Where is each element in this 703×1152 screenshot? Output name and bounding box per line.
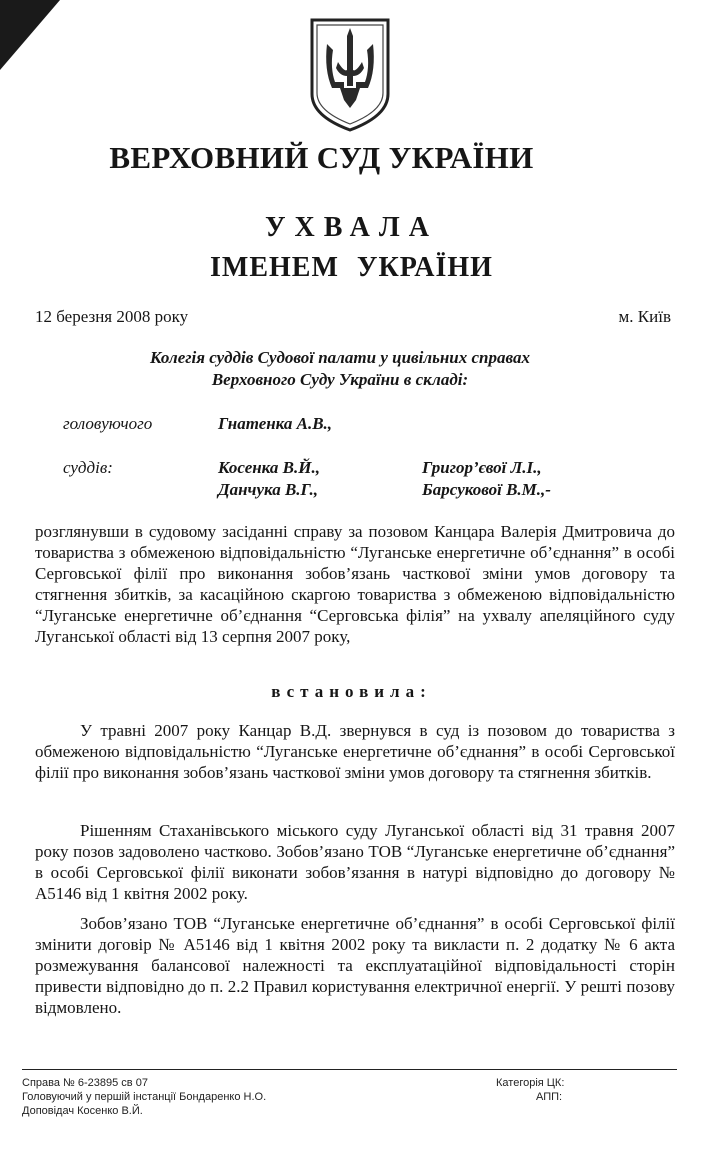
body-paragraph: Рішенням Стаханівського міського суду Луганської області від 31 травня 2007 року позов задоволено частково. Зобов’язано ТОВ “Луганське енергетичне об’єднання” в особі Серговської філії виконати зобов’язання в натурі відповідно до договору № А5146 від 1 квітня 2002 року.: [35, 821, 675, 903]
footer-reporter: Доповідач Косенко В.Й.: [22, 1105, 143, 1117]
tryzub-emblem-icon: [300, 14, 400, 134]
document-date: 12 березня 2008 року: [35, 307, 189, 326]
judge-name: Григор’євої Л.І.,: [422, 458, 542, 477]
section-heading: встановила:: [271, 682, 432, 701]
judge-name: Барсукової В.М.,-: [422, 480, 551, 499]
document-city: м. Київ: [618, 307, 671, 326]
judge-name: Косенка В.Й.,: [218, 458, 320, 477]
intro-paragraph: розглянувши в судовому засіданні справу за позовом Канцара Валерія Дмитровича до товариства з обмеженою відповідальністю “Луганське енергетичне об’єднання” в особі Серговської філії про виконання зобов’язань часткової зміни умов договору та стягнення збитків, за касаційною скаргою товариства з обмеженою відповідальністю “Луганське енергетичне об’єднання “Серговська філія” на ухвалу апеляційного суду Луганської області від 13 серпня 2007 року,: [35, 522, 675, 646]
judges-label: суддів:: [63, 458, 113, 477]
document-type: УХВАЛА: [265, 212, 438, 243]
footer-divider: [22, 1069, 677, 1070]
footer-app: АПП:: [536, 1091, 563, 1103]
document-subtitle: ІМЕНЕМ УКРАЇНИ: [210, 252, 493, 283]
footer-case-number: Справа № 6-23895 св 07: [22, 1077, 148, 1089]
collegium-line-1: Колегія суддів Судової палати у цивільних справах: [150, 348, 530, 367]
judge-name: Данчука В.Г.,: [218, 480, 319, 499]
scan-corner-shadow: [0, 0, 60, 70]
presiding-judge-name: Гнатенка А.В.,: [218, 414, 333, 433]
collegium-line-2: Верховного Суду України в складі:: [211, 370, 469, 389]
body-paragraph: У травні 2007 року Канцар В.Д. звернувся в суд із позовом до товариства з обмеженою відповідальністю “Луганське енергетичне об’єднання” в особі Серговської філії про виконання зобов’язань часткової зміни умов договору та стягнення збитків.: [35, 721, 675, 782]
collegium-composition: [140, 347, 540, 391]
presiding-label: головуючого: [63, 414, 153, 433]
court-name: ВЕРХОВНИЙ СУД УКРАЇНИ: [109, 140, 534, 175]
body-paragraph: Зобов’язано ТОВ “Луганське енергетичне об’єднання” в особі Серговської філії змінити договір № А5146 від 1 квітня 2002 року та викласти п. 2 додатку № 6 акта розмежування балансової належності та експлуатаційної відповідальності сторін привести відповідно до п. 2.2 Правил користування електричної енергії. У решті позову відмовлено.: [35, 914, 675, 1017]
footer-category: Категорія ЦК:: [496, 1077, 565, 1089]
footer-case-info: [22, 1076, 266, 1118]
footer-first-instance: Головуючий у першій інстанції Бондаренко Н.О.: [22, 1091, 267, 1103]
